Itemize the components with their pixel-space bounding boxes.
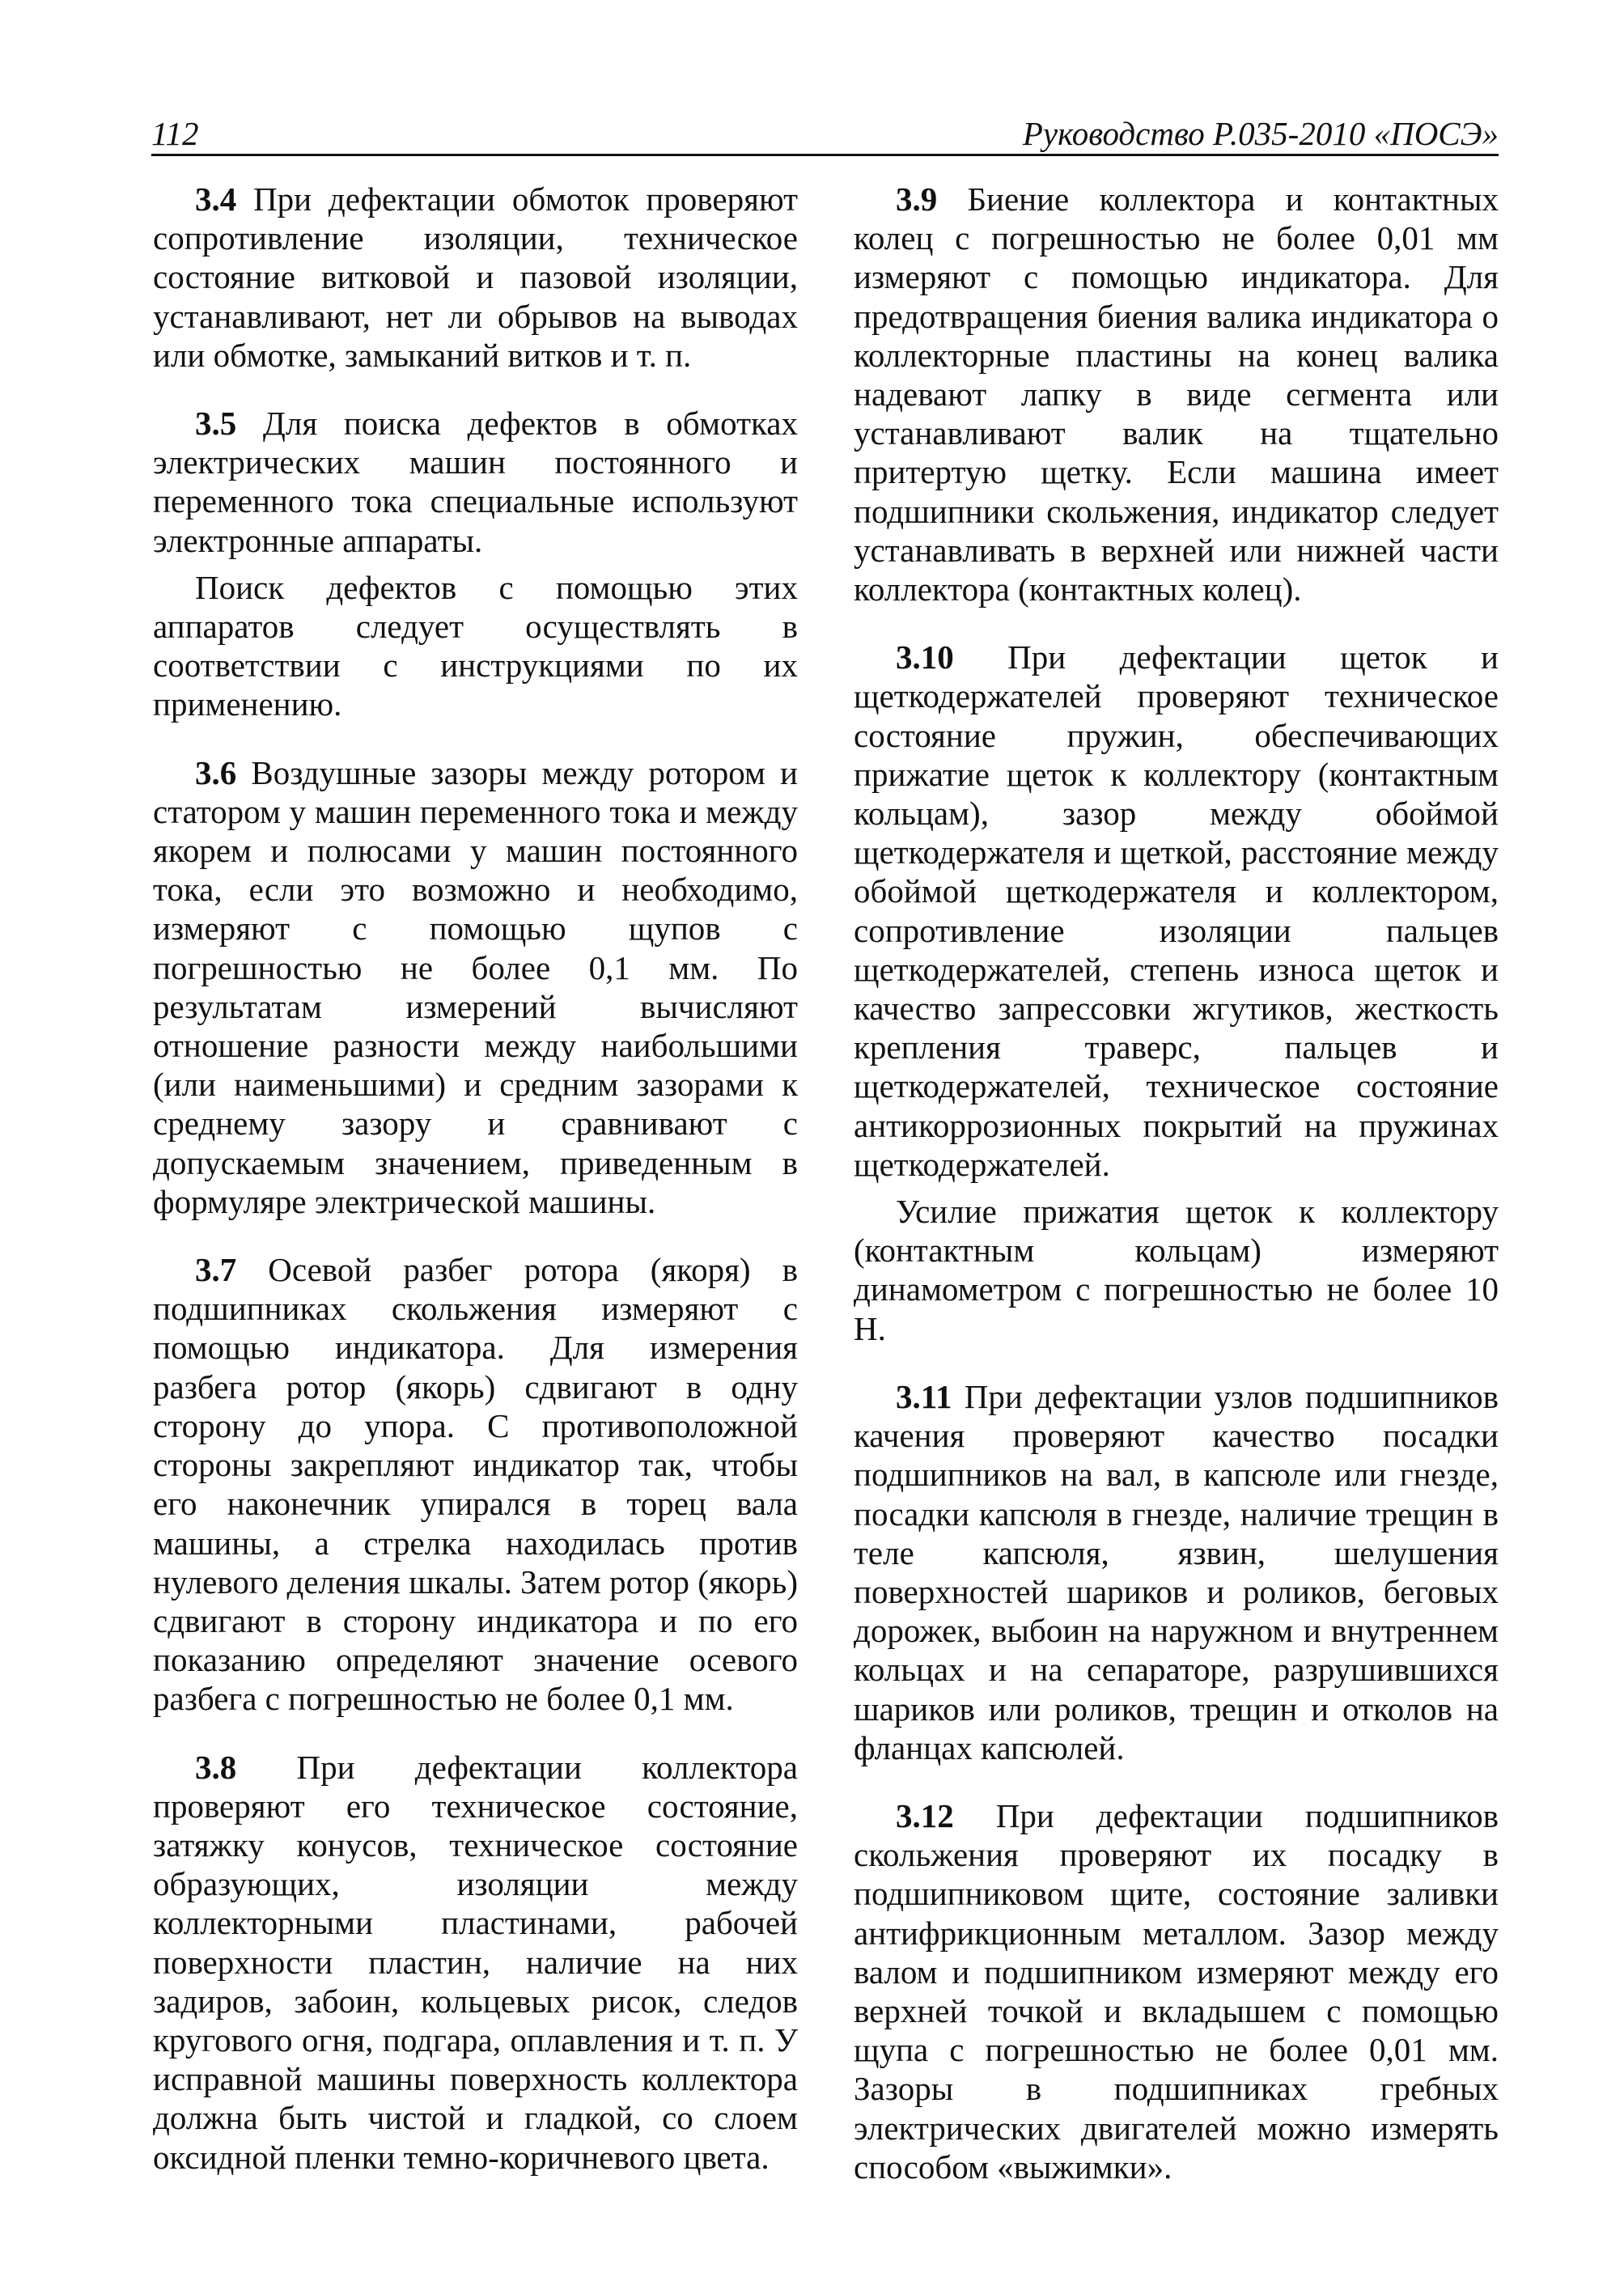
clause-number: 3.12 xyxy=(896,1796,954,1834)
clause-text: При дефектации подшипников скольжения проверяют их посадку в подшипниковом щите, состояние заливки антифрикционным металлом. Зазор между валом и подшипником измеряют между его верхней точкой и вкладышем с помощью щупа с погрешностью не более 0,01 мм. Зазоры в подшипниках гребных электрических двигателей можно измерять способом «выжимки». xyxy=(854,1796,1499,2186)
clause-number: 3.9 xyxy=(896,180,938,218)
clause-3-12 xyxy=(854,1796,1499,2186)
clause-number: 3.10 xyxy=(896,638,954,676)
clause-3-5 xyxy=(153,404,798,560)
clause-3-5-continued: Поиск дефектов с помощью этих аппаратов следует осуществлять в соответствии с инструкциями по их применению. xyxy=(153,568,798,723)
clause-text: При дефектации коллектора проверяют его техническое состояние, затяжку конусов, техническое состояние образующих, изоляции между коллекторными пластинами, рабочей поверхности пластин, наличие на них задиров, забоин, кольцевых рисок, следов кругового огня, подгара, оплавления и т. п. У исправной машины поверхность коллектора должна быть чистой и гладкой, со слоем оксидной пленки темно-коричневого цвета. xyxy=(153,1748,798,2176)
clause-3-8 xyxy=(153,1748,798,2177)
clause-number: 3.11 xyxy=(896,1377,952,1415)
clause-3-11 xyxy=(854,1377,1499,1767)
clause-text: Биение коллектора и контактных колец с погрешностью не более 0,01 мм измеряют с помощью индикатора. Для предотвращения биения валика индикатора о коллекторные пластины на конец валика надевают лапку в виде сегмента или устанавливают валик на тщательно притертую щетку. Если машина имеет подшипники скольжения, индикатор следует устанавливать в верхней или нижней части коллектора (контактных колец). xyxy=(854,180,1499,608)
clause-3-6 xyxy=(153,753,798,1221)
clause-text: Для поиска дефектов в обмотках электрических машин постоянного и переменного тока специальные используют электронные аппараты. xyxy=(153,405,798,559)
running-title: Руководство Р.035-2010 «ПОСЭ» xyxy=(1022,115,1499,152)
clause-3-10-continued: Усилие прижатия щеток к коллектору (контактным кольцам) измеряют динамометром с погрешностью не более 10 Н. xyxy=(854,1193,1499,1347)
clause-number: 3.4 xyxy=(195,180,237,218)
right-column xyxy=(854,180,1499,2186)
clause-text: Осевой разбег ротора (якоря) в подшипниках скольжения измеряют с помощью индикатора. Для измерения разбега ротор (якорь) сдвигают в одну сторону до упора. С противоположной стороны закрепляют индикатор так, чтобы его наконечник упирался в торец вала машины, а стрелка находилась против нулевого деления шкалы. Затем ротор (якорь) сдвигают в сторону индикатора и по его показанию определяют значение осевого разбега с погрешностью не более 0,1 мм. xyxy=(153,1251,798,1718)
clause-text: При дефектации щеток и щеткодержателей проверяют техническое состояние пружин, обеспечивающих прижатие щеток к коллектору (контактным кольцам), зазор между обоймой щеткодержателя и щеткой, расстояние между обоймой щеткодержателя и коллектором, сопротивление изоляции пальцев щеткодержателей, степень износа щеток и качество запрессовки жгутиков, жесткость крепления траверс, пальцев и щеткодержателей, техническое состояние антикоррозионных покрытий на пружинах щеткодержателей. xyxy=(854,638,1499,1183)
clause-text: При дефектации узлов подшипников качения проверяют качество посадки подшипников на вал, в капсюле или гнезде, посадки капсюля в гнезде, наличие трещин в теле капсюля, язвин, шелушения поверхностей шариков и роликов, беговых дорожек, выбоин на наружном и внутреннем кольцах и на сепараторе, разрушившихся шариков или роликов, трещин и отколов на фланцах капсюлей. xyxy=(854,1377,1499,1766)
left-column xyxy=(153,180,798,2177)
clause-3-7 xyxy=(153,1250,798,1718)
clause-number: 3.6 xyxy=(195,753,237,791)
clause-text: При дефектации обмоток проверяют сопротивление изоляции, техническое состояние витковой и пазовой изоляции, устанавливают, нет ли обрывов на выводах или обмотке, замыканий витков и т. п. xyxy=(153,180,798,374)
page-number: 112 xyxy=(151,115,199,152)
clause-3-4 xyxy=(153,180,798,375)
clause-text: Воздушные зазоры между ротором и статором у машин переменного тока и между якорем и полюсами у машин постоянного тока, если это возможно и необходимо, измеряют с помощью щупов с погрешностью не более 0,1 мм. По результатам измерений вычисляют отношение разности между наибольшими (или наименьшими) и средним зазорами к среднему зазору и сравнивают с допускаемым значением, приведенным в формуляре электрической машины. xyxy=(153,753,798,1220)
clause-number: 3.8 xyxy=(195,1748,237,1786)
clause-number: 3.5 xyxy=(195,405,237,443)
clause-number: 3.7 xyxy=(195,1251,237,1289)
clause-3-9 xyxy=(854,180,1499,608)
clause-3-10 xyxy=(854,638,1499,1184)
page-header xyxy=(151,113,1499,156)
